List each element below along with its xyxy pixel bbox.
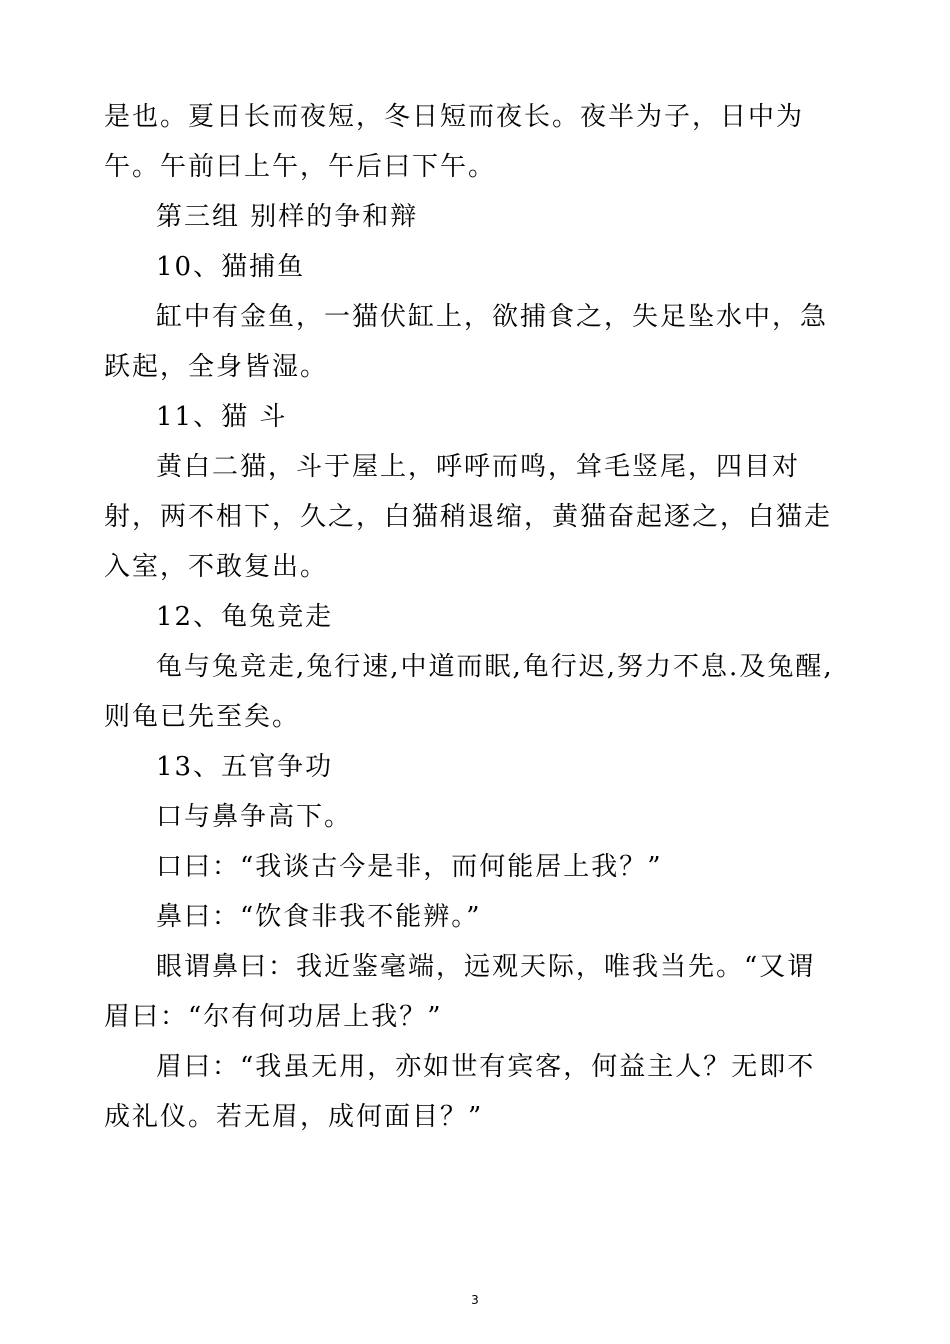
story-text-cat-fight: 黄白二猫，斗于屋上，呼呼而鸣，耸毛竖尾，四目对射，两不相下，久之，白猫稍退缩，黄猫奋起逐之，白猫走入室，不敢复出。 xyxy=(104,452,833,582)
story-text-five-features-2: 口曰：“我谈古今是非，而何能居上我？” xyxy=(156,852,663,882)
story-text-five-features-1: 口与鼻争高下。 xyxy=(156,802,353,832)
page-number: 3 xyxy=(471,1293,479,1307)
document-body xyxy=(104,92,834,1142)
story-title-cat-fishing: 10、猫捕鱼 xyxy=(156,252,306,282)
story-title-tortoise-hare: 12、龟兔竞走 xyxy=(156,602,334,632)
story-title-five-features: 13、五官争功 xyxy=(156,752,334,782)
section-heading: 第三组 别样的争和辩 xyxy=(156,202,419,232)
story-title-cat-fight: 11、猫 斗 xyxy=(156,402,288,432)
story-text-five-features-4: 眼谓鼻曰：我近鉴毫端，远观天际，唯我当先。“又谓眉曰：“尔有何功居上我？” xyxy=(104,952,816,1032)
story-text-tortoise-hare: 龟与兔竞走,兔行速,中道而眠,龟行迟,努力不息.及兔醒,则龟已先至矣。 xyxy=(104,652,834,732)
story-text-cat-fishing: 缸中有金鱼，一猫伏缸上，欲捕食之，失足坠水中，急跃起，全身皆湿。 xyxy=(104,302,829,382)
story-text-five-features-3: 鼻曰：“饮食非我不能辨。” xyxy=(156,902,482,932)
story-text-five-features-5: 眉曰：“我虽无用，亦如世有宾客，何益主人？无即不成礼仪。若无眉，成何面目？” xyxy=(104,1052,816,1132)
paragraph-continuation: 是也。夏日长而夜短，冬日短而夜长。夜半为子，日中为午。午前曰上午，午后曰下午。 xyxy=(104,102,805,182)
